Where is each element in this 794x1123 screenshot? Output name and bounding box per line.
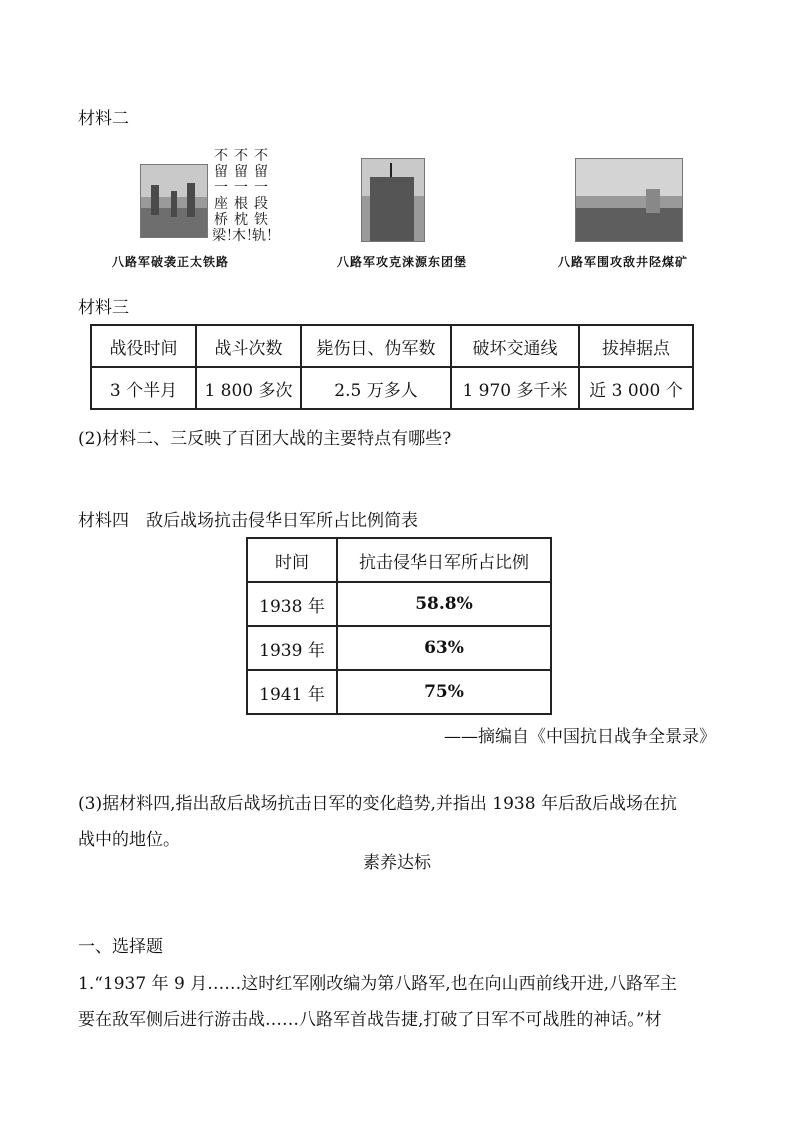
photo-dongtuanbao xyxy=(361,158,425,242)
table-cell: 1 800 多次 xyxy=(196,367,301,409)
material3-label: 材料三 xyxy=(78,298,129,318)
table-header-cell: 战役时间 xyxy=(91,325,196,367)
table-header-row xyxy=(247,538,551,582)
table-cell: 75% xyxy=(337,670,551,714)
baituan-campaign-table xyxy=(90,324,694,410)
table-header-cell: 毙伤日、伪军数 xyxy=(301,325,451,367)
table-header-cell: 战斗次数 xyxy=(196,325,301,367)
table-cell: 58.8% xyxy=(337,582,551,626)
question-1-line: 要在敌军侧后进行游击战……八路军首战告捷,打破了日军不可战胜的神话。”材 xyxy=(78,1010,662,1030)
table-cell: 3 个半月 xyxy=(91,367,196,409)
table-cell: 2.5 万多人 xyxy=(301,367,451,409)
question-1-line: 1.“1937 年 9 月……这时红军刚改编为第八路军,也在向山西前线开进,八路军主 xyxy=(78,974,678,994)
table-row xyxy=(247,626,551,670)
table-header-cell: 拔掉据点 xyxy=(579,325,693,367)
source-citation: ——摘编自《中国抗日战争全景录》 xyxy=(444,727,716,747)
slogan-rail: 不留一段铁轨！ xyxy=(252,148,280,244)
table-header-row xyxy=(91,325,693,367)
table-cell: 1938 年 xyxy=(247,582,337,626)
table-cell: 1941 年 xyxy=(247,670,337,714)
slogan-sleeper: 不留一根枕木！ xyxy=(232,148,260,244)
table-header-cell: 破坏交通线 xyxy=(451,325,579,367)
question-1 xyxy=(78,966,718,1038)
caption-dongtuanbao: 八路军攻克涞源东团堡 xyxy=(337,255,468,269)
table-cell: 1 970 多千米 xyxy=(451,367,579,409)
photo-jingxing-mine xyxy=(575,158,683,242)
photo-railway-raid xyxy=(140,164,208,238)
table-header-cell: 抗击侵华日军所占比例 xyxy=(337,538,551,582)
ratio-table xyxy=(246,537,552,715)
material2-label: 材料二 xyxy=(78,109,129,129)
table-cell: 1939 年 xyxy=(247,626,337,670)
table-row xyxy=(91,367,693,409)
table-row xyxy=(247,582,551,626)
caption-railway-raid: 八路军破袭正太铁路 xyxy=(112,255,230,269)
table-row xyxy=(247,670,551,714)
table-cell: 63% xyxy=(337,626,551,670)
caption-jingxing-mine: 八路军围攻敌井陉煤矿 xyxy=(558,255,689,269)
part-title: 一、选择题 xyxy=(78,937,163,957)
material4-label: 材料四 敌后战场抗击侵华日军所占比例简表 xyxy=(78,511,418,531)
section-title: 素养达标 xyxy=(363,853,431,873)
slogan-bridge: 不留一座桥梁！ xyxy=(212,148,240,244)
question-3-line: (3)据材料四,指出敌后战场抗击日军的变化趋势,并指出 1938 年后敌后战场在抗 xyxy=(78,794,677,814)
question-2: (2)材料二、三反映了百团大战的主要特点有哪些? xyxy=(78,429,452,449)
table-header-cell: 时间 xyxy=(247,538,337,582)
question-3-line: 战中的地位。 xyxy=(78,830,180,850)
table-cell: 近 3 000 个 xyxy=(579,367,693,409)
